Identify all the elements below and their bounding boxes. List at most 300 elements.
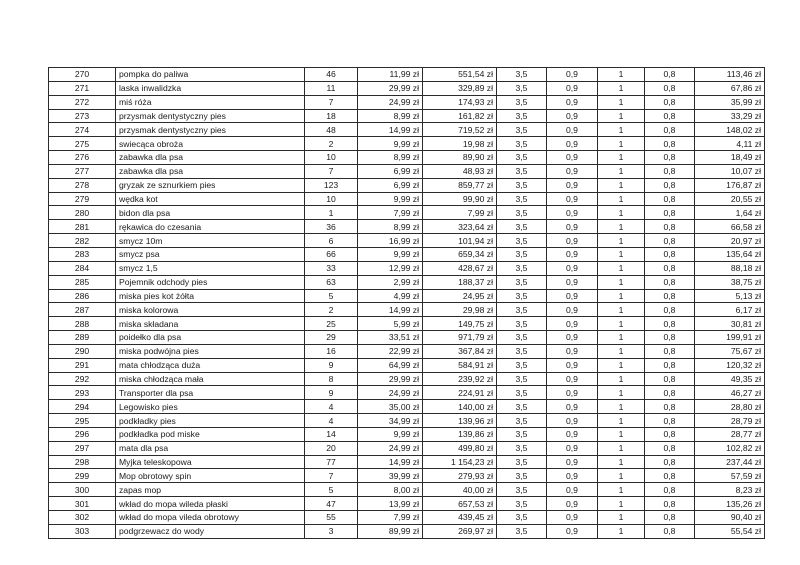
product-name-cell[interactable]: zabawka dla psa: [116, 151, 305, 165]
quantity-cell[interactable]: 66: [305, 247, 358, 261]
row-number-cell[interactable]: 279: [49, 192, 116, 206]
result-amount-cell[interactable]: 120,32 zł: [695, 358, 765, 372]
unit-price-cell[interactable]: 34,99 zł: [358, 414, 423, 428]
factor-3-cell[interactable]: 1: [598, 123, 645, 137]
factor-1-cell[interactable]: 3,5: [497, 303, 547, 317]
product-name-cell[interactable]: Transporter dla psa: [116, 386, 305, 400]
product-name-cell[interactable]: wędka kot: [116, 192, 305, 206]
result-amount-cell[interactable]: 148,02 zł: [695, 123, 765, 137]
result-amount-cell[interactable]: 113,46 zł: [695, 68, 765, 82]
factor-1-cell[interactable]: 3,5: [497, 164, 547, 178]
quantity-cell[interactable]: 7: [305, 164, 358, 178]
factor-2-cell[interactable]: 0,9: [547, 289, 598, 303]
factor-3-cell[interactable]: 1: [598, 164, 645, 178]
result-amount-cell[interactable]: 66,58 zł: [695, 220, 765, 234]
line-total-cell[interactable]: 584,91 zł: [423, 358, 497, 372]
unit-price-cell[interactable]: 8,99 zł: [358, 109, 423, 123]
factor-2-cell[interactable]: 0,9: [547, 137, 598, 151]
unit-price-cell[interactable]: 89,99 zł: [358, 524, 423, 538]
product-name-cell[interactable]: miska chłodząca mała: [116, 372, 305, 386]
unit-price-cell[interactable]: 22,99 zł: [358, 344, 423, 358]
result-amount-cell[interactable]: 8,23 zł: [695, 483, 765, 497]
product-name-cell[interactable]: podkładky pies: [116, 414, 305, 428]
factor-3-cell[interactable]: 1: [598, 511, 645, 525]
factor-1-cell[interactable]: 3,5: [497, 441, 547, 455]
row-number-cell[interactable]: 280: [49, 206, 116, 220]
factor-2-cell[interactable]: 0,9: [547, 469, 598, 483]
result-amount-cell[interactable]: 57,59 zł: [695, 469, 765, 483]
row-number-cell[interactable]: 281: [49, 220, 116, 234]
factor-1-cell[interactable]: 3,5: [497, 400, 547, 414]
product-name-cell[interactable]: mata chłodząca duża: [116, 358, 305, 372]
unit-price-cell[interactable]: 14,99 zł: [358, 123, 423, 137]
unit-price-cell[interactable]: 6,99 zł: [358, 164, 423, 178]
factor-4-cell[interactable]: 0,8: [645, 95, 695, 109]
unit-price-cell[interactable]: 13,99 zł: [358, 497, 423, 511]
factor-1-cell[interactable]: 3,5: [497, 261, 547, 275]
result-amount-cell[interactable]: 28,77 zł: [695, 427, 765, 441]
factor-2-cell[interactable]: 0,9: [547, 400, 598, 414]
result-amount-cell[interactable]: 20,55 zł: [695, 192, 765, 206]
product-name-cell[interactable]: mata dla psa: [116, 441, 305, 455]
factor-2-cell[interactable]: 0,9: [547, 497, 598, 511]
line-total-cell[interactable]: 439,45 zł: [423, 511, 497, 525]
line-total-cell[interactable]: 48,93 zł: [423, 164, 497, 178]
unit-price-cell[interactable]: 35,00 zł: [358, 400, 423, 414]
line-total-cell[interactable]: 659,34 zł: [423, 247, 497, 261]
factor-1-cell[interactable]: 3,5: [497, 524, 547, 538]
factor-2-cell[interactable]: 0,9: [547, 220, 598, 234]
factor-2-cell[interactable]: 0,9: [547, 427, 598, 441]
factor-2-cell[interactable]: 0,9: [547, 206, 598, 220]
factor-4-cell[interactable]: 0,8: [645, 483, 695, 497]
result-amount-cell[interactable]: 49,35 zł: [695, 372, 765, 386]
factor-1-cell[interactable]: 3,5: [497, 247, 547, 261]
result-amount-cell[interactable]: 135,64 zł: [695, 247, 765, 261]
product-name-cell[interactable]: miska składana: [116, 317, 305, 331]
factor-4-cell[interactable]: 0,8: [645, 220, 695, 234]
row-number-cell[interactable]: 277: [49, 164, 116, 178]
product-name-cell[interactable]: wkład do mopa vileda obrotowy: [116, 511, 305, 525]
factor-1-cell[interactable]: 3,5: [497, 206, 547, 220]
product-name-cell[interactable]: pompka do paliwa: [116, 68, 305, 82]
factor-2-cell[interactable]: 0,9: [547, 317, 598, 331]
product-name-cell[interactable]: rękawica do czesania: [116, 220, 305, 234]
unit-price-cell[interactable]: 6,99 zł: [358, 178, 423, 192]
line-total-cell[interactable]: 367,84 zł: [423, 344, 497, 358]
factor-4-cell[interactable]: 0,8: [645, 206, 695, 220]
factor-3-cell[interactable]: 1: [598, 483, 645, 497]
quantity-cell[interactable]: 20: [305, 441, 358, 455]
quantity-cell[interactable]: 3: [305, 524, 358, 538]
product-name-cell[interactable]: wkład do mopa wileda płaski: [116, 497, 305, 511]
line-total-cell[interactable]: 139,86 zł: [423, 427, 497, 441]
row-number-cell[interactable]: 289: [49, 331, 116, 345]
factor-4-cell[interactable]: 0,8: [645, 372, 695, 386]
factor-1-cell[interactable]: 3,5: [497, 414, 547, 428]
factor-1-cell[interactable]: 3,5: [497, 344, 547, 358]
unit-price-cell[interactable]: 14,99 zł: [358, 303, 423, 317]
row-number-cell[interactable]: 273: [49, 109, 116, 123]
result-amount-cell[interactable]: 20,97 zł: [695, 234, 765, 248]
factor-3-cell[interactable]: 1: [598, 372, 645, 386]
product-name-cell[interactable]: smycz 1,5: [116, 261, 305, 275]
quantity-cell[interactable]: 1: [305, 206, 358, 220]
row-number-cell[interactable]: 301: [49, 497, 116, 511]
result-amount-cell[interactable]: 176,87 zł: [695, 178, 765, 192]
product-name-cell[interactable]: miś róża: [116, 95, 305, 109]
line-total-cell[interactable]: 224,91 zł: [423, 386, 497, 400]
quantity-cell[interactable]: 4: [305, 414, 358, 428]
quantity-cell[interactable]: 63: [305, 275, 358, 289]
product-name-cell[interactable]: smycz psa: [116, 247, 305, 261]
factor-4-cell[interactable]: 0,8: [645, 192, 695, 206]
line-total-cell[interactable]: 428,67 zł: [423, 261, 497, 275]
factor-4-cell[interactable]: 0,8: [645, 400, 695, 414]
unit-price-cell[interactable]: 16,99 zł: [358, 234, 423, 248]
factor-1-cell[interactable]: 3,5: [497, 192, 547, 206]
product-name-cell[interactable]: zabawka dla psa: [116, 164, 305, 178]
quantity-cell[interactable]: 14: [305, 427, 358, 441]
row-number-cell[interactable]: 293: [49, 386, 116, 400]
unit-price-cell[interactable]: 9,99 zł: [358, 192, 423, 206]
row-number-cell[interactable]: 288: [49, 317, 116, 331]
factor-2-cell[interactable]: 0,9: [547, 275, 598, 289]
factor-1-cell[interactable]: 3,5: [497, 220, 547, 234]
factor-2-cell[interactable]: 0,9: [547, 358, 598, 372]
factor-1-cell[interactable]: 3,5: [497, 289, 547, 303]
quantity-cell[interactable]: 7: [305, 469, 358, 483]
line-total-cell[interactable]: 551,54 zł: [423, 68, 497, 82]
factor-2-cell[interactable]: 0,9: [547, 95, 598, 109]
factor-4-cell[interactable]: 0,8: [645, 511, 695, 525]
result-amount-cell[interactable]: 1,64 zł: [695, 206, 765, 220]
line-total-cell[interactable]: 7,99 zł: [423, 206, 497, 220]
factor-1-cell[interactable]: 3,5: [497, 109, 547, 123]
factor-4-cell[interactable]: 0,8: [645, 247, 695, 261]
unit-price-cell[interactable]: 24,99 zł: [358, 95, 423, 109]
unit-price-cell[interactable]: 33,51 zł: [358, 331, 423, 345]
factor-3-cell[interactable]: 1: [598, 220, 645, 234]
product-name-cell[interactable]: przysmak dentystyczny pies: [116, 109, 305, 123]
factor-3-cell[interactable]: 1: [598, 331, 645, 345]
quantity-cell[interactable]: 4: [305, 400, 358, 414]
product-name-cell[interactable]: miska kolorowa: [116, 303, 305, 317]
factor-4-cell[interactable]: 0,8: [645, 427, 695, 441]
factor-2-cell[interactable]: 0,9: [547, 151, 598, 165]
factor-4-cell[interactable]: 0,8: [645, 68, 695, 82]
unit-price-cell[interactable]: 29,99 zł: [358, 372, 423, 386]
quantity-cell[interactable]: 48: [305, 123, 358, 137]
factor-2-cell[interactable]: 0,9: [547, 178, 598, 192]
quantity-cell[interactable]: 55: [305, 511, 358, 525]
row-number-cell[interactable]: 291: [49, 358, 116, 372]
unit-price-cell[interactable]: 39,99 zł: [358, 469, 423, 483]
row-number-cell[interactable]: 299: [49, 469, 116, 483]
factor-3-cell[interactable]: 1: [598, 137, 645, 151]
factor-3-cell[interactable]: 1: [598, 109, 645, 123]
factor-2-cell[interactable]: 0,9: [547, 81, 598, 95]
factor-2-cell[interactable]: 0,9: [547, 247, 598, 261]
factor-2-cell[interactable]: 0,9: [547, 455, 598, 469]
factor-1-cell[interactable]: 3,5: [497, 372, 547, 386]
quantity-cell[interactable]: 25: [305, 317, 358, 331]
quantity-cell[interactable]: 47: [305, 497, 358, 511]
unit-price-cell[interactable]: 8,00 zł: [358, 483, 423, 497]
unit-price-cell[interactable]: 8,99 zł: [358, 151, 423, 165]
factor-4-cell[interactable]: 0,8: [645, 289, 695, 303]
factor-3-cell[interactable]: 1: [598, 192, 645, 206]
unit-price-cell[interactable]: 7,99 zł: [358, 511, 423, 525]
result-amount-cell[interactable]: 46,27 zł: [695, 386, 765, 400]
factor-3-cell[interactable]: 1: [598, 151, 645, 165]
quantity-cell[interactable]: 5: [305, 483, 358, 497]
product-name-cell[interactable]: Pojemnik odchody pies: [116, 275, 305, 289]
unit-price-cell[interactable]: 11,99 zł: [358, 68, 423, 82]
factor-3-cell[interactable]: 1: [598, 386, 645, 400]
line-total-cell[interactable]: 101,94 zł: [423, 234, 497, 248]
factor-4-cell[interactable]: 0,8: [645, 303, 695, 317]
result-amount-cell[interactable]: 28,80 zł: [695, 400, 765, 414]
quantity-cell[interactable]: 10: [305, 192, 358, 206]
factor-3-cell[interactable]: 1: [598, 344, 645, 358]
unit-price-cell[interactable]: 24,99 zł: [358, 386, 423, 400]
line-total-cell[interactable]: 99,90 zł: [423, 192, 497, 206]
result-amount-cell[interactable]: 199,91 zł: [695, 331, 765, 345]
factor-3-cell[interactable]: 1: [598, 303, 645, 317]
factor-4-cell[interactable]: 0,8: [645, 414, 695, 428]
result-amount-cell[interactable]: 55,54 zł: [695, 524, 765, 538]
result-amount-cell[interactable]: 10,07 zł: [695, 164, 765, 178]
factor-1-cell[interactable]: 3,5: [497, 455, 547, 469]
factor-3-cell[interactable]: 1: [598, 234, 645, 248]
unit-price-cell[interactable]: 64,99 zł: [358, 358, 423, 372]
line-total-cell[interactable]: 657,53 zł: [423, 497, 497, 511]
factor-2-cell[interactable]: 0,9: [547, 123, 598, 137]
unit-price-cell[interactable]: 9,99 zł: [358, 427, 423, 441]
row-number-cell[interactable]: 286: [49, 289, 116, 303]
row-number-cell[interactable]: 297: [49, 441, 116, 455]
unit-price-cell[interactable]: 12,99 zł: [358, 261, 423, 275]
quantity-cell[interactable]: 9: [305, 358, 358, 372]
factor-2-cell[interactable]: 0,9: [547, 109, 598, 123]
unit-price-cell[interactable]: 9,99 zł: [358, 247, 423, 261]
factor-1-cell[interactable]: 3,5: [497, 151, 547, 165]
quantity-cell[interactable]: 10: [305, 151, 358, 165]
row-number-cell[interactable]: 287: [49, 303, 116, 317]
factor-2-cell[interactable]: 0,9: [547, 386, 598, 400]
product-name-cell[interactable]: Mop obrotowy spin: [116, 469, 305, 483]
quantity-cell[interactable]: 2: [305, 137, 358, 151]
line-total-cell[interactable]: 139,96 zł: [423, 414, 497, 428]
factor-2-cell[interactable]: 0,9: [547, 303, 598, 317]
result-amount-cell[interactable]: 4,11 zł: [695, 137, 765, 151]
product-name-cell[interactable]: Legowisko pies: [116, 400, 305, 414]
factor-4-cell[interactable]: 0,8: [645, 151, 695, 165]
factor-4-cell[interactable]: 0,8: [645, 344, 695, 358]
unit-price-cell[interactable]: 29,99 zł: [358, 81, 423, 95]
line-total-cell[interactable]: 174,93 zł: [423, 95, 497, 109]
result-amount-cell[interactable]: 237,44 zł: [695, 455, 765, 469]
factor-3-cell[interactable]: 1: [598, 414, 645, 428]
factor-2-cell[interactable]: 0,9: [547, 344, 598, 358]
factor-3-cell[interactable]: 1: [598, 289, 645, 303]
factor-3-cell[interactable]: 1: [598, 427, 645, 441]
line-total-cell[interactable]: 140,00 zł: [423, 400, 497, 414]
product-name-cell[interactable]: podgrzewacz do wody: [116, 524, 305, 538]
factor-1-cell[interactable]: 3,5: [497, 497, 547, 511]
unit-price-cell[interactable]: 5,99 zł: [358, 317, 423, 331]
factor-2-cell[interactable]: 0,9: [547, 331, 598, 345]
factor-4-cell[interactable]: 0,8: [645, 497, 695, 511]
factor-1-cell[interactable]: 3,5: [497, 95, 547, 109]
product-name-cell[interactable]: laska inwalidzka: [116, 81, 305, 95]
result-amount-cell[interactable]: 67,86 zł: [695, 81, 765, 95]
factor-3-cell[interactable]: 1: [598, 497, 645, 511]
factor-4-cell[interactable]: 0,8: [645, 455, 695, 469]
factor-4-cell[interactable]: 0,8: [645, 358, 695, 372]
line-total-cell[interactable]: 161,82 zł: [423, 109, 497, 123]
quantity-cell[interactable]: 36: [305, 220, 358, 234]
product-name-cell[interactable]: poidełko dla psa: [116, 331, 305, 345]
quantity-cell[interactable]: 11: [305, 81, 358, 95]
factor-4-cell[interactable]: 0,8: [645, 137, 695, 151]
factor-3-cell[interactable]: 1: [598, 441, 645, 455]
row-number-cell[interactable]: 274: [49, 123, 116, 137]
factor-2-cell[interactable]: 0,9: [547, 483, 598, 497]
factor-3-cell[interactable]: 1: [598, 455, 645, 469]
line-total-cell[interactable]: 188,37 zł: [423, 275, 497, 289]
factor-3-cell[interactable]: 1: [598, 68, 645, 82]
factor-4-cell[interactable]: 0,8: [645, 109, 695, 123]
row-number-cell[interactable]: 296: [49, 427, 116, 441]
factor-4-cell[interactable]: 0,8: [645, 275, 695, 289]
result-amount-cell[interactable]: 18,49 zł: [695, 151, 765, 165]
line-total-cell[interactable]: 239,92 zł: [423, 372, 497, 386]
quantity-cell[interactable]: 7: [305, 95, 358, 109]
factor-4-cell[interactable]: 0,8: [645, 261, 695, 275]
unit-price-cell[interactable]: 14,99 zł: [358, 455, 423, 469]
row-number-cell[interactable]: 294: [49, 400, 116, 414]
quantity-cell[interactable]: 123: [305, 178, 358, 192]
product-name-cell[interactable]: podkładka pod miske: [116, 427, 305, 441]
row-number-cell[interactable]: 290: [49, 344, 116, 358]
line-total-cell[interactable]: 323,64 zł: [423, 220, 497, 234]
factor-3-cell[interactable]: 1: [598, 95, 645, 109]
line-total-cell[interactable]: 971,79 zł: [423, 331, 497, 345]
result-amount-cell[interactable]: 90,40 zł: [695, 511, 765, 525]
factor-2-cell[interactable]: 0,9: [547, 372, 598, 386]
product-name-cell[interactable]: swiecąca obroża: [116, 137, 305, 151]
line-total-cell[interactable]: 19,98 zł: [423, 137, 497, 151]
factor-4-cell[interactable]: 0,8: [645, 524, 695, 538]
unit-price-cell[interactable]: 8,99 zł: [358, 220, 423, 234]
result-amount-cell[interactable]: 102,82 zł: [695, 441, 765, 455]
row-number-cell[interactable]: 284: [49, 261, 116, 275]
factor-1-cell[interactable]: 3,5: [497, 317, 547, 331]
row-number-cell[interactable]: 285: [49, 275, 116, 289]
factor-2-cell[interactable]: 0,9: [547, 524, 598, 538]
factor-1-cell[interactable]: 3,5: [497, 68, 547, 82]
row-number-cell[interactable]: 276: [49, 151, 116, 165]
row-number-cell[interactable]: 283: [49, 247, 116, 261]
unit-price-cell[interactable]: 2,99 zł: [358, 275, 423, 289]
line-total-cell[interactable]: 1 154,23 zł: [423, 455, 497, 469]
result-amount-cell[interactable]: 5,13 zł: [695, 289, 765, 303]
factor-2-cell[interactable]: 0,9: [547, 511, 598, 525]
factor-3-cell[interactable]: 1: [598, 317, 645, 331]
row-number-cell[interactable]: 295: [49, 414, 116, 428]
factor-1-cell[interactable]: 3,5: [497, 275, 547, 289]
quantity-cell[interactable]: 33: [305, 261, 358, 275]
product-name-cell[interactable]: zapas mop: [116, 483, 305, 497]
factor-2-cell[interactable]: 0,9: [547, 68, 598, 82]
factor-4-cell[interactable]: 0,8: [645, 469, 695, 483]
factor-1-cell[interactable]: 3,5: [497, 511, 547, 525]
factor-2-cell[interactable]: 0,9: [547, 192, 598, 206]
quantity-cell[interactable]: 46: [305, 68, 358, 82]
factor-4-cell[interactable]: 0,8: [645, 164, 695, 178]
product-name-cell[interactable]: Myjka teleskopowa: [116, 455, 305, 469]
quantity-cell[interactable]: 9: [305, 386, 358, 400]
factor-1-cell[interactable]: 3,5: [497, 469, 547, 483]
factor-1-cell[interactable]: 3,5: [497, 386, 547, 400]
row-number-cell[interactable]: 272: [49, 95, 116, 109]
factor-3-cell[interactable]: 1: [598, 400, 645, 414]
factor-4-cell[interactable]: 0,8: [645, 178, 695, 192]
quantity-cell[interactable]: 6: [305, 234, 358, 248]
result-amount-cell[interactable]: 28,79 zł: [695, 414, 765, 428]
factor-3-cell[interactable]: 1: [598, 524, 645, 538]
result-amount-cell[interactable]: 38,75 zł: [695, 275, 765, 289]
line-total-cell[interactable]: 719,52 zł: [423, 123, 497, 137]
row-number-cell[interactable]: 303: [49, 524, 116, 538]
quantity-cell[interactable]: 8: [305, 372, 358, 386]
row-number-cell[interactable]: 292: [49, 372, 116, 386]
line-total-cell[interactable]: 149,75 zł: [423, 317, 497, 331]
factor-1-cell[interactable]: 3,5: [497, 234, 547, 248]
factor-4-cell[interactable]: 0,8: [645, 441, 695, 455]
product-name-cell[interactable]: przysmak dentystyczny pies: [116, 123, 305, 137]
factor-4-cell[interactable]: 0,8: [645, 123, 695, 137]
product-name-cell[interactable]: bidon dla psa: [116, 206, 305, 220]
result-amount-cell[interactable]: 33,29 zł: [695, 109, 765, 123]
line-total-cell[interactable]: 29,98 zł: [423, 303, 497, 317]
factor-3-cell[interactable]: 1: [598, 261, 645, 275]
row-number-cell[interactable]: 300: [49, 483, 116, 497]
line-total-cell[interactable]: 89,90 zł: [423, 151, 497, 165]
factor-1-cell[interactable]: 3,5: [497, 178, 547, 192]
unit-price-cell[interactable]: 7,99 zł: [358, 206, 423, 220]
factor-2-cell[interactable]: 0,9: [547, 441, 598, 455]
quantity-cell[interactable]: 77: [305, 455, 358, 469]
factor-4-cell[interactable]: 0,8: [645, 234, 695, 248]
factor-4-cell[interactable]: 0,8: [645, 331, 695, 345]
unit-price-cell[interactable]: 9,99 zł: [358, 137, 423, 151]
factor-3-cell[interactable]: 1: [598, 275, 645, 289]
row-number-cell[interactable]: 270: [49, 68, 116, 82]
line-total-cell[interactable]: 329,89 zł: [423, 81, 497, 95]
factor-4-cell[interactable]: 0,8: [645, 81, 695, 95]
row-number-cell[interactable]: 282: [49, 234, 116, 248]
factor-3-cell[interactable]: 1: [598, 358, 645, 372]
factor-3-cell[interactable]: 1: [598, 178, 645, 192]
factor-2-cell[interactable]: 0,9: [547, 234, 598, 248]
result-amount-cell[interactable]: 35,99 zł: [695, 95, 765, 109]
quantity-cell[interactable]: 5: [305, 289, 358, 303]
factor-2-cell[interactable]: 0,9: [547, 164, 598, 178]
product-name-cell[interactable]: miska pies kot żółta: [116, 289, 305, 303]
